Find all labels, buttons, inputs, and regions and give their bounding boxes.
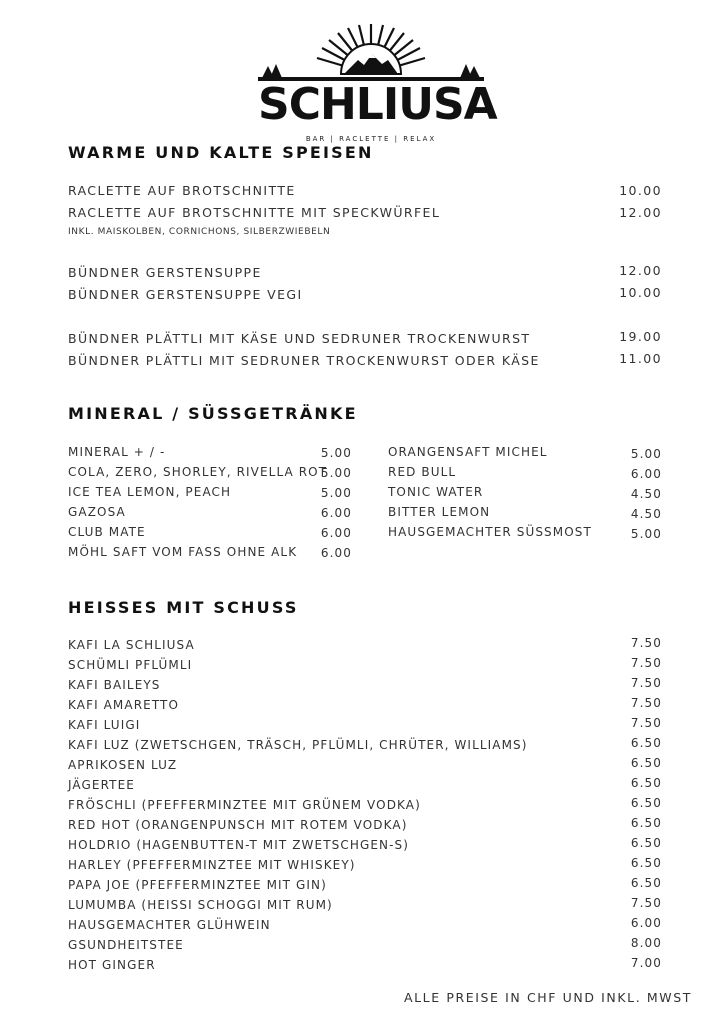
menu-item-price: 5.00 <box>630 527 662 541</box>
menu-item: BÜNDNER PLÄTTLI MIT SEDRUNER TROCKENWURST ODER KÄSE <box>68 353 540 368</box>
menu-item: RACLETTE AUF BROTSCHNITTE MIT SPECKWÜRFEL <box>68 205 441 220</box>
section-title-warme-speisen: WARME UND KALTE SPEISEN <box>68 143 374 162</box>
menu-item: KAFI AMARETTO <box>68 698 180 712</box>
logo-wordmark: SCHLIUSA <box>258 79 497 130</box>
section-title-mineral: MINERAL / SÜSSGETRÄNKE <box>68 404 358 423</box>
menu-item-price: 6.00 <box>630 916 662 930</box>
menu-item: KAFI BAILEYS <box>68 678 161 692</box>
menu-item-price: 7.00 <box>630 956 662 970</box>
menu-item-price: 5.00 <box>630 447 662 461</box>
menu-item: CLUB MATE <box>68 525 146 539</box>
menu-item-price: 7.50 <box>630 896 662 910</box>
menu-item: BÜNDNER GERSTENSUPPE VEGI <box>68 287 303 302</box>
menu-item-price: 7.50 <box>630 676 662 690</box>
menu-item: JÄGERTEE <box>68 778 135 792</box>
menu-item-price: 6.00 <box>320 506 352 520</box>
menu-item-price: 5.00 <box>320 486 352 500</box>
menu-item-price: 4.50 <box>630 507 662 521</box>
menu-item-price: 6.00 <box>630 467 662 481</box>
menu-item-price: 6.50 <box>630 856 662 870</box>
menu-item-price: 5.00 <box>320 466 352 480</box>
logo-tagline: BAR | RACLETTE | RELAX <box>305 135 437 143</box>
menu-item: KAFI LUZ (ZWETSCHGEN, TRÄSCH, PFLÜMLI, CHRÜTER, WILLIAMS) <box>68 738 528 752</box>
menu-item: FRÖSCHLI (PFEFFERMINZTEE MIT GRÜNEM VODKA) <box>68 798 421 812</box>
menu-item: GSUNDHEITSTEE <box>68 938 184 952</box>
menu-item-price: 6.50 <box>630 756 662 770</box>
menu-item-price: 10.00 <box>619 183 662 198</box>
menu-item: BÜNDNER GERSTENSUPPE <box>68 265 262 280</box>
menu-item: RED HOT (ORANGENPUNSCH MIT ROTEM VODKA) <box>68 818 408 832</box>
menu-item-price: 12.00 <box>619 205 662 220</box>
menu-item-price: 7.50 <box>630 656 662 670</box>
menu-item: BÜNDNER PLÄTTLI MIT KÄSE UND SEDRUNER TROCKENWURST <box>68 331 531 346</box>
section-title-heisses: HEISSES MIT SCHUSS <box>68 598 299 617</box>
menu-item-price: 19.00 <box>619 329 662 344</box>
menu-item-price: 6.50 <box>630 796 662 810</box>
menu-item-price: 4.50 <box>630 487 662 501</box>
menu-item-price: 5.00 <box>320 446 352 460</box>
menu-item: GAZOSA <box>68 505 126 519</box>
menu-item: ORANGENSAFT MICHEL <box>388 445 548 459</box>
menu-item-price: 6.50 <box>630 736 662 750</box>
logo <box>258 22 497 143</box>
menu-item: LUMUMBA (HEISSI SCHOGGI MIT RUM) <box>68 898 333 912</box>
menu-item: HARLEY (PFEFFERMINZTEE MIT WHISKEY) <box>68 858 356 872</box>
menu-item: COLA, ZERO, SHORLEY, RIVELLA ROT <box>68 465 328 479</box>
menu-item: HOLDRIO (HAGENBUTTEN-T MIT ZWETSCHGEN-S) <box>68 838 410 852</box>
menu-item-price: 6.50 <box>630 836 662 850</box>
menu-item: RACLETTE AUF BROTSCHNITTE <box>68 183 296 198</box>
menu-item-price: 7.50 <box>630 636 662 650</box>
menu-item-price: 10.00 <box>619 285 662 300</box>
menu-item: PAPA JOE (PFEFFERMINZTEE MIT GIN) <box>68 878 327 892</box>
menu-item: MÖHL SAFT VOM FASS OHNE ALK <box>68 545 298 559</box>
price-footnote: ALLE PREISE IN CHF UND INKL. MWST <box>403 990 692 1005</box>
menu-item-price: 7.50 <box>630 696 662 710</box>
menu-item: ICE TEA LEMON, PEACH <box>68 485 232 499</box>
menu-item-price: 6.50 <box>630 876 662 890</box>
menu-item-price: 12.00 <box>619 263 662 278</box>
menu-item: MINERAL + / - <box>68 445 166 459</box>
menu-item: KAFI LUIGI <box>68 718 141 732</box>
menu-item-price: 6.50 <box>630 776 662 790</box>
menu-item: KAFI LA SCHLIUSA <box>68 638 195 652</box>
menu-item-price: 6.00 <box>320 526 352 540</box>
menu-item: BITTER LEMON <box>388 505 491 519</box>
menu-item-price: 8.00 <box>630 936 662 950</box>
menu-item: SCHÜMLI PFLÜMLI <box>68 658 193 672</box>
menu-item: RED BULL <box>388 465 457 479</box>
menu-item: TONIC WATER <box>388 485 484 499</box>
menu-item-price: 6.00 <box>320 546 352 560</box>
menu-item-price: 6.50 <box>630 816 662 830</box>
menu-item: APRIKOSEN LUZ <box>68 758 178 772</box>
menu-item-note: INKL. MAISKOLBEN, CORNICHONS, SILBERZWIEBELN <box>68 227 331 237</box>
menu-item-price: 7.50 <box>630 716 662 730</box>
menu-item-price: 11.00 <box>619 351 662 366</box>
menu-item: HAUSGEMACHTER SÜSSMOST <box>388 525 592 539</box>
menu-item: HOT GINGER <box>68 958 156 972</box>
menu-item: HAUSGEMACHTER GLÜHWEIN <box>68 918 271 932</box>
